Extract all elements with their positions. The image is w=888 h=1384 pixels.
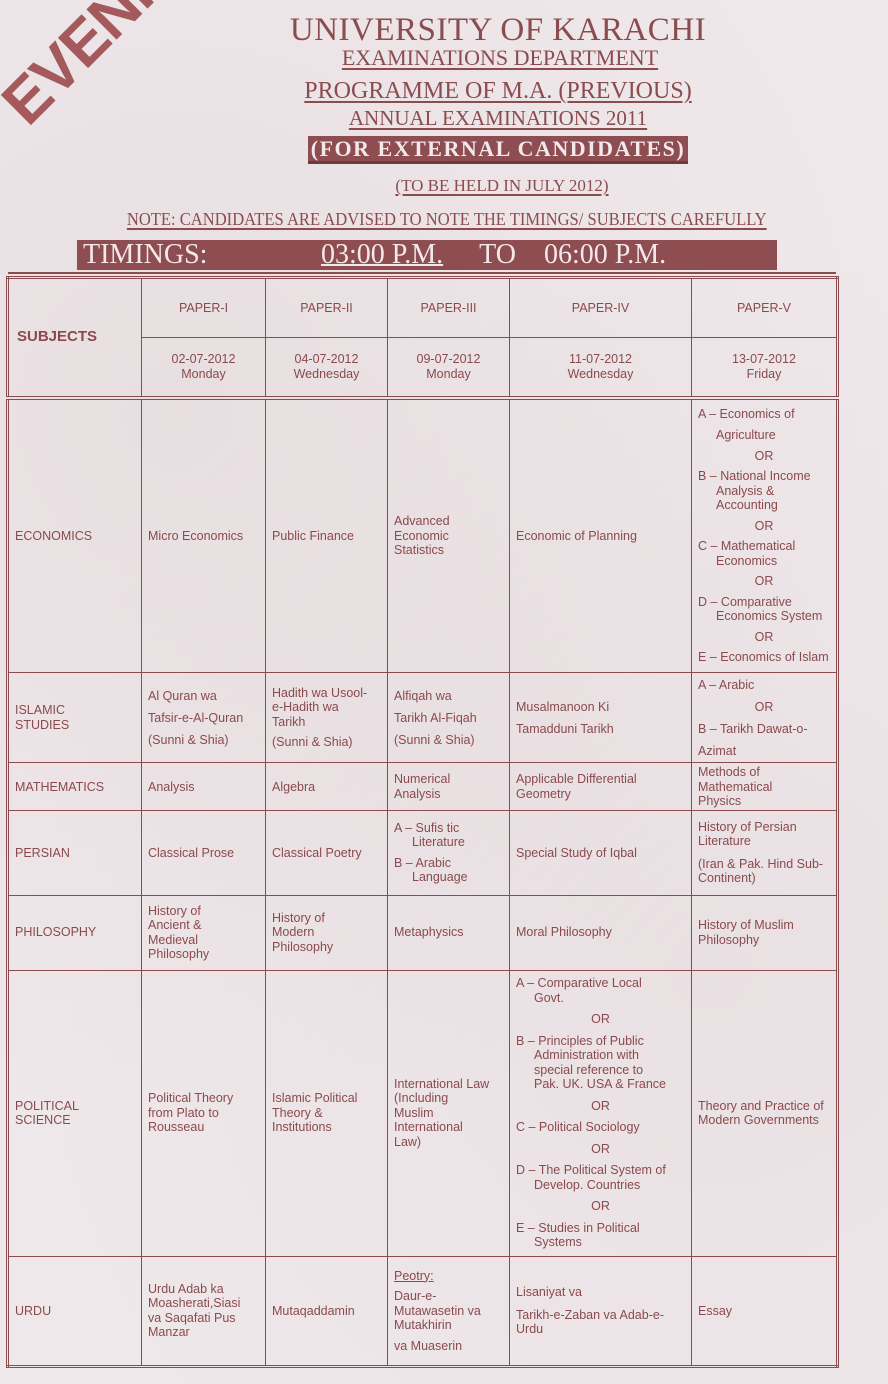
economics-paper-2: Public Finance	[266, 398, 388, 673]
political-paper-3: International Law (Including Muslim International Law)	[388, 970, 510, 1256]
header-row-papers	[8, 278, 838, 338]
urdu-paper-3: Peotry: Daur-e- Mutawasetin va Mutakhirin va Muaserin	[388, 1256, 510, 1366]
philosophy-paper-3: Metaphysics	[388, 895, 510, 970]
political-paper-4: A – Comparative Local Govt. OR B – Principles of Public Administration with special reference to Pak. UK. USA & France OR C – Political Sociology OR D – The Political System of Develop. Countries OR E – Studies in Political Systems	[510, 970, 692, 1256]
candidates-banner: (FOR EXTERNAL CANDIDATES)	[0, 136, 888, 162]
mathematics-paper-4: Applicable Differential Geometry	[510, 763, 692, 811]
subjects-header: SUBJECTS	[8, 278, 142, 398]
timings-end: 06:00 P.M.	[543, 239, 667, 270]
subject-urdu: URDU	[8, 1256, 142, 1366]
department-title: EXAMINATIONS DEPARTMENT	[341, 45, 659, 70]
persian-paper-5: History of Persian Literature (Iran & Pak. Hind Sub- Continent)	[692, 811, 838, 895]
paper-4-date: 11-07-2012 Wednesday	[510, 338, 692, 398]
political-paper-2: Islamic Political Theory & Institutions	[266, 970, 388, 1256]
paper-1-date: 02-07-2012 Monday	[142, 338, 266, 398]
mathematics-paper-1: Analysis	[142, 763, 266, 811]
paper-3-header: PAPER-III	[388, 278, 510, 338]
programme-title: PROGRAMME OF M.A. (PREVIOUS)	[304, 78, 692, 104]
subject-islamic-studies: ISLAMIC STUDIES	[8, 673, 142, 763]
economics-paper-4: Economic of Planning	[510, 398, 692, 673]
islamic-paper-5: A – Arabic OR B – Tarikh Dawat-o-Azimat	[692, 673, 838, 763]
paper-5-header: PAPER-V	[692, 278, 838, 338]
paper-1-header: PAPER-I	[142, 278, 266, 338]
philosophy-paper-1: History of Ancient & Medieval Philosophy	[142, 895, 266, 970]
persian-paper-2: Classical Poetry	[266, 811, 388, 895]
subject-economics: ECONOMICS	[8, 398, 142, 673]
mathematics-paper-2: Algebra	[266, 763, 388, 811]
mathematics-paper-5: Methods of Mathematical Physics	[692, 763, 838, 811]
paper-2-date: 04-07-2012 Wednesday	[266, 338, 388, 398]
held-date: (TO BE HELD IN JULY 2012)	[395, 176, 609, 195]
philosophy-paper-2: History of Modern Philosophy	[266, 895, 388, 970]
economics-paper-1: Micro Economics	[142, 398, 266, 673]
subject-political-science: POLITICAL SCIENCE	[8, 970, 142, 1256]
table-row-political-science	[8, 970, 838, 1256]
subject-philosophy: PHILOSOPHY	[8, 895, 142, 970]
economics-paper-3: Advanced Economic Statistics	[388, 398, 510, 673]
philosophy-paper-4: Moral Philosophy	[510, 895, 692, 970]
timings-to: TO	[479, 239, 516, 270]
table-row-persian	[8, 811, 838, 895]
paper-3-date: 09-07-2012 Monday	[388, 338, 510, 398]
note-text: NOTE: CANDIDATES ARE ADVISED TO NOTE THE TIMINGS/ SUBJECTS CAREFULLY	[126, 209, 767, 229]
islamic-paper-4: Musalmanoon Ki Tamadduni Tarikh	[510, 673, 692, 763]
exam-title: ANNUAL EXAMINATIONS 2011	[348, 106, 648, 130]
economics-paper-5: A – Economics of Agriculture OR B – National Income Analysis & Accounting OR C – Mathematical Economics OR D – Comparative Economics System OR E – Economics of Islam	[692, 398, 838, 673]
mathematics-paper-3: Numerical Analysis	[388, 763, 510, 811]
urdu-paper-4: Lisaniyat va Tarikh-e-Zaban va Adab-e- Urdu	[510, 1256, 692, 1366]
islamic-paper-3: Alfiqah wa Tarikh Al-Fiqah (Sunni & Shia)	[388, 673, 510, 763]
timings-label: TIMINGS:	[83, 239, 208, 270]
paper-2-header: PAPER-II	[266, 278, 388, 338]
political-paper-1: Political Theory from Plato to Rousseau	[142, 970, 266, 1256]
islamic-paper-1: Al Quran wa Tafsir-e-Al-Quran (Sunni & Shia)	[142, 673, 266, 763]
islamic-paper-2: Hadith wa Usool- e-Hadith wa Tarikh (Sunni & Shia)	[266, 673, 388, 763]
political-paper-5: Theory and Practice of Modern Governments	[692, 970, 838, 1256]
urdu-paper-5: Essay	[692, 1256, 838, 1366]
timings-banner	[77, 240, 777, 270]
subject-persian: PERSIAN	[8, 811, 142, 895]
urdu-paper-1: Urdu Adab ka Moasherati,Siasi va Saqafati Pus Manzar	[142, 1256, 266, 1366]
urdu-paper-2: Mutaqaddamin	[266, 1256, 388, 1366]
timings-start: 03:00 P.M.	[321, 239, 444, 270]
paper-4-header: PAPER-IV	[510, 278, 692, 338]
table-row-islamic-studies	[8, 673, 838, 763]
subject-mathematics: MATHEMATICS	[8, 763, 142, 811]
divider	[8, 272, 836, 274]
schedule-table	[6, 276, 839, 1368]
paper-5-date: 13-07-2012 Friday	[692, 338, 838, 398]
table-row-mathematics	[8, 763, 838, 811]
table-row-philosophy	[8, 895, 838, 970]
persian-paper-4: Special Study of Iqbal	[510, 811, 692, 895]
table-row-economics	[8, 398, 838, 673]
persian-paper-1: Classical Prose	[142, 811, 266, 895]
table-row-urdu	[8, 1256, 838, 1366]
university-title: UNIVERSITY OF KARACHI	[289, 12, 707, 48]
philosophy-paper-5: History of Muslim Philosophy	[692, 895, 838, 970]
persian-paper-3: A – Sufis tic Literature B – Arabic Language	[388, 811, 510, 895]
